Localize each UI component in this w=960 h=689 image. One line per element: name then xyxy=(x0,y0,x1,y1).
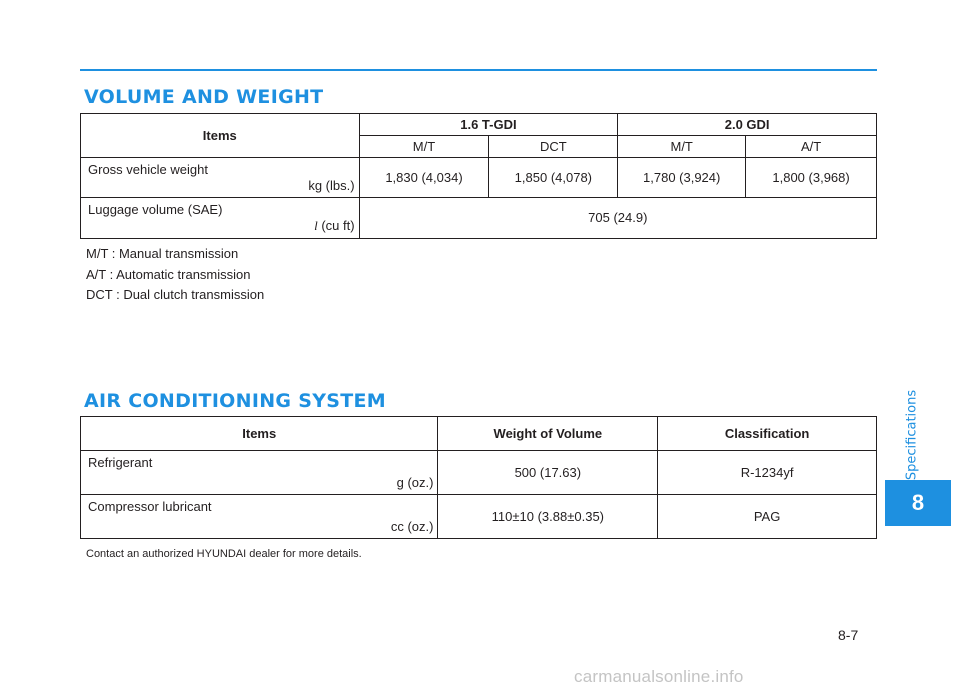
chapter-tab[interactable]: 8 xyxy=(885,480,951,526)
ac-header-row xyxy=(81,417,877,451)
row-unit: kg (lbs.) xyxy=(308,178,355,193)
table-row-luggage-volume xyxy=(81,198,877,239)
value-cell: 1,850 (4,078) xyxy=(489,158,618,198)
liter-symbol: l xyxy=(314,218,318,233)
engine-header-row xyxy=(81,114,877,136)
chapter-title: Specifications xyxy=(904,389,920,481)
classification-header: Classification xyxy=(658,417,877,451)
dealer-footnote: Contact an authorized HYUNDAI dealer for more details. xyxy=(86,548,362,560)
luggage-volume-value: 705 (24.9) xyxy=(359,198,876,239)
abbreviation-notes xyxy=(86,244,264,306)
transmission-header: A/T xyxy=(746,136,877,158)
table-row-gross-vehicle-weight xyxy=(81,158,877,198)
section-title-volume-weight: VOLUME AND WEIGHT xyxy=(84,86,324,108)
row-unit: g (oz.) xyxy=(396,475,434,490)
page-number: 8-7 xyxy=(838,627,859,643)
row-unit-text: (cu ft) xyxy=(317,218,355,233)
classification-value: PAG xyxy=(658,495,877,539)
top-rule xyxy=(80,69,877,71)
weight-header: Weight of Volume xyxy=(438,417,658,451)
engine-header-1-6-tgdi: 1.6 T-GDI xyxy=(359,114,618,136)
row-label-cell xyxy=(81,495,438,539)
transmission-header: DCT xyxy=(489,136,618,158)
note-line: A/T : Automatic transmission xyxy=(86,266,251,282)
watermark: carmanualsonline.info xyxy=(574,667,744,686)
row-unit: cc (oz.) xyxy=(390,519,434,534)
row-label: Gross vehicle weight xyxy=(88,162,208,177)
table-row-compressor-lubricant xyxy=(81,495,877,539)
note-line: M/T : Manual transmission xyxy=(86,246,239,261)
weight-value: 110±10 (3.88±0.35) xyxy=(438,495,658,539)
row-label-cell xyxy=(81,198,360,239)
transmission-header: M/T xyxy=(618,136,746,158)
value-cell: 1,780 (3,924) xyxy=(618,158,746,198)
items-header: Items xyxy=(81,114,360,158)
row-label-cell xyxy=(81,451,438,495)
classification-value: R-1234yf xyxy=(658,451,877,495)
note-line: DCT : Dual clutch transmission xyxy=(86,287,265,302)
row-label: Compressor lubricant xyxy=(88,499,212,514)
transmission-header: M/T xyxy=(359,136,489,158)
value-cell: 1,800 (3,968) xyxy=(746,158,877,198)
weight-value: 500 (17.63) xyxy=(438,451,658,495)
row-label: Refrigerant xyxy=(88,455,153,470)
table-row-refrigerant xyxy=(81,451,877,495)
row-label: Luggage volume (SAE) xyxy=(88,202,223,217)
section-title-air-conditioning: AIR CONDITIONING SYSTEM xyxy=(84,390,386,412)
air-conditioning-table xyxy=(80,416,877,539)
chapter-side-label xyxy=(880,389,944,481)
items-header: Items xyxy=(81,417,438,451)
engine-header-2-0-gdi: 2.0 GDI xyxy=(618,114,877,136)
volume-weight-table xyxy=(80,113,877,239)
row-unit xyxy=(314,218,354,234)
value-cell: 1,830 (4,034) xyxy=(359,158,489,198)
row-label-cell xyxy=(81,158,360,198)
